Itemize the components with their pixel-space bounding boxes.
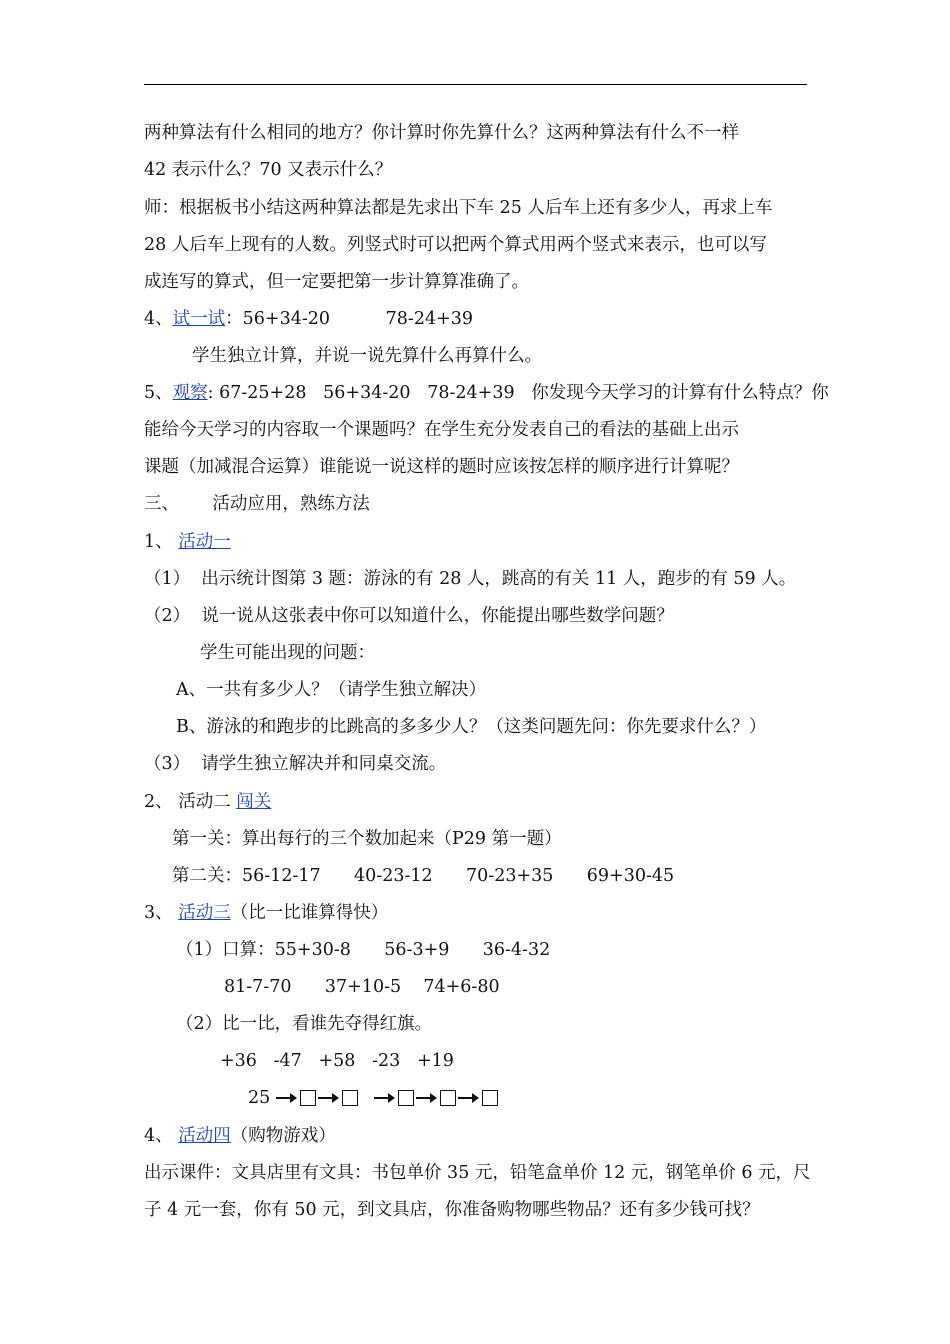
item-text: : 67-25+28 56+34-20 78-24+39 你发现今天学习的计算有什么特点？你 (207, 383, 829, 403)
para-line: 能给今天学习的内容取一个课题吗？在学生充分发表自己的看法的基础上出示 (144, 420, 739, 440)
para-line: （2） 说一说从这张表中你可以知道什么，你能提出哪些数学问题？ (144, 606, 674, 626)
blank-box (398, 1090, 414, 1106)
para-line: （1） 出示统计图第 3 题：游泳的有 28 人，跳高的有关 11 人，跑步的有 59 人。 (144, 569, 797, 589)
item-4-line (144, 307, 473, 331)
para-line: 课题（加减混合运算）谁能说一说这样的题时应该按怎样的顺序进行计算呢？ (144, 457, 739, 477)
item-number: 4、 (144, 309, 173, 329)
blank-box (440, 1090, 456, 1106)
para-line: 出示课件：文具店里有文具：书包单价 35 元，铅笔盒单价 12 元，钢笔单价 6 元，尺 (144, 1163, 811, 1183)
activity-1-link[interactable]: 活动一 (178, 532, 231, 552)
activity-1-line (144, 530, 231, 554)
item-number: 5、 (144, 383, 173, 403)
para-line: 81-7-70 37+10-5 74+6-80 (224, 977, 500, 997)
para-line: 学生可能出现的问题： (200, 643, 375, 663)
para-line: 第一关：算出每行的三个数加起来（P29 第一题） (172, 829, 562, 849)
arrow-right-icon (416, 1093, 438, 1103)
para-line: A、一共有多少人？（请学生独立解决） (176, 680, 487, 700)
blank-box (342, 1090, 358, 1106)
item-number: 3、 (144, 903, 179, 923)
item-number: 1、 (144, 532, 179, 552)
para-line: 师：根据板书小结这两种算法都是先求出下车 25 人后车上还有多少人，再求上车 (144, 198, 773, 218)
arrow-right-icon (374, 1093, 396, 1103)
activity-4-line (144, 1124, 336, 1148)
arrow-chain (248, 1086, 498, 1110)
para-line: 子 4 元一套，你有 50 元，到文具店，你准备购物哪些物品？还有多少钱可找？ (144, 1200, 760, 1220)
blank-box (482, 1090, 498, 1106)
arrow-right-icon (318, 1093, 340, 1103)
start-number: 25 (248, 1088, 271, 1108)
section-heading: 三、 活动应用，熟练方法 (144, 494, 370, 514)
item-text: ：56+34-20 78-24+39 (225, 309, 474, 329)
activity-3-line (144, 901, 388, 925)
para-line: 42 表示什么？70 又表示什么？ (144, 160, 393, 180)
item-text: （比一比谁算得快） (230, 903, 389, 923)
activity-2-line (144, 790, 271, 814)
try-link[interactable]: 试一试 (172, 309, 226, 329)
para-line: 第二关：56-12-17 40-23-12 70-23+35 69+30-45 (172, 866, 675, 886)
arrow-right-icon (458, 1093, 480, 1103)
para-line: （1）口算：55+30-8 56-3+9 36-4-32 (176, 940, 551, 960)
item-5-line (144, 381, 829, 405)
header-rule (144, 84, 807, 85)
activity-4-link[interactable]: 活动四 (178, 1126, 231, 1146)
para-line: B、游泳的和跑步的比跳高的多多少人？（这类问题先问：你先要求什么？） (176, 717, 767, 737)
operations-line: +36 -47 +58 -23 +19 (220, 1051, 454, 1071)
para-line: 两种算法有什么相同的地方？你计算时你先算什么？这两种算法有什么不一样 (144, 123, 739, 143)
para-line: 28 人后车上现有的人数。列竖式时可以把两个算式用两个竖式来表示，也可以写 (144, 235, 767, 255)
challenge-link[interactable]: 闯关 (236, 792, 272, 812)
activity-3-link[interactable]: 活动三 (178, 903, 231, 923)
blank-box (300, 1090, 316, 1106)
para-line: （2）比一比，看谁先夺得红旗。 (176, 1014, 433, 1034)
para-line: 成连写的算式，但一定要把第一步计算算准确了。 (144, 272, 529, 292)
para-line: （3） 请学生独立解决并和同桌交流。 (144, 754, 447, 774)
observe-link[interactable]: 观察 (172, 383, 208, 403)
item-number: 4、 (144, 1126, 179, 1146)
para-line: 学生独立计算，并说一说先算什么再算什么。 (192, 346, 542, 366)
item-text: （购物游戏） (230, 1126, 336, 1146)
arrow-right-icon (276, 1093, 298, 1103)
item-number: 2、 活动二 (144, 792, 237, 812)
